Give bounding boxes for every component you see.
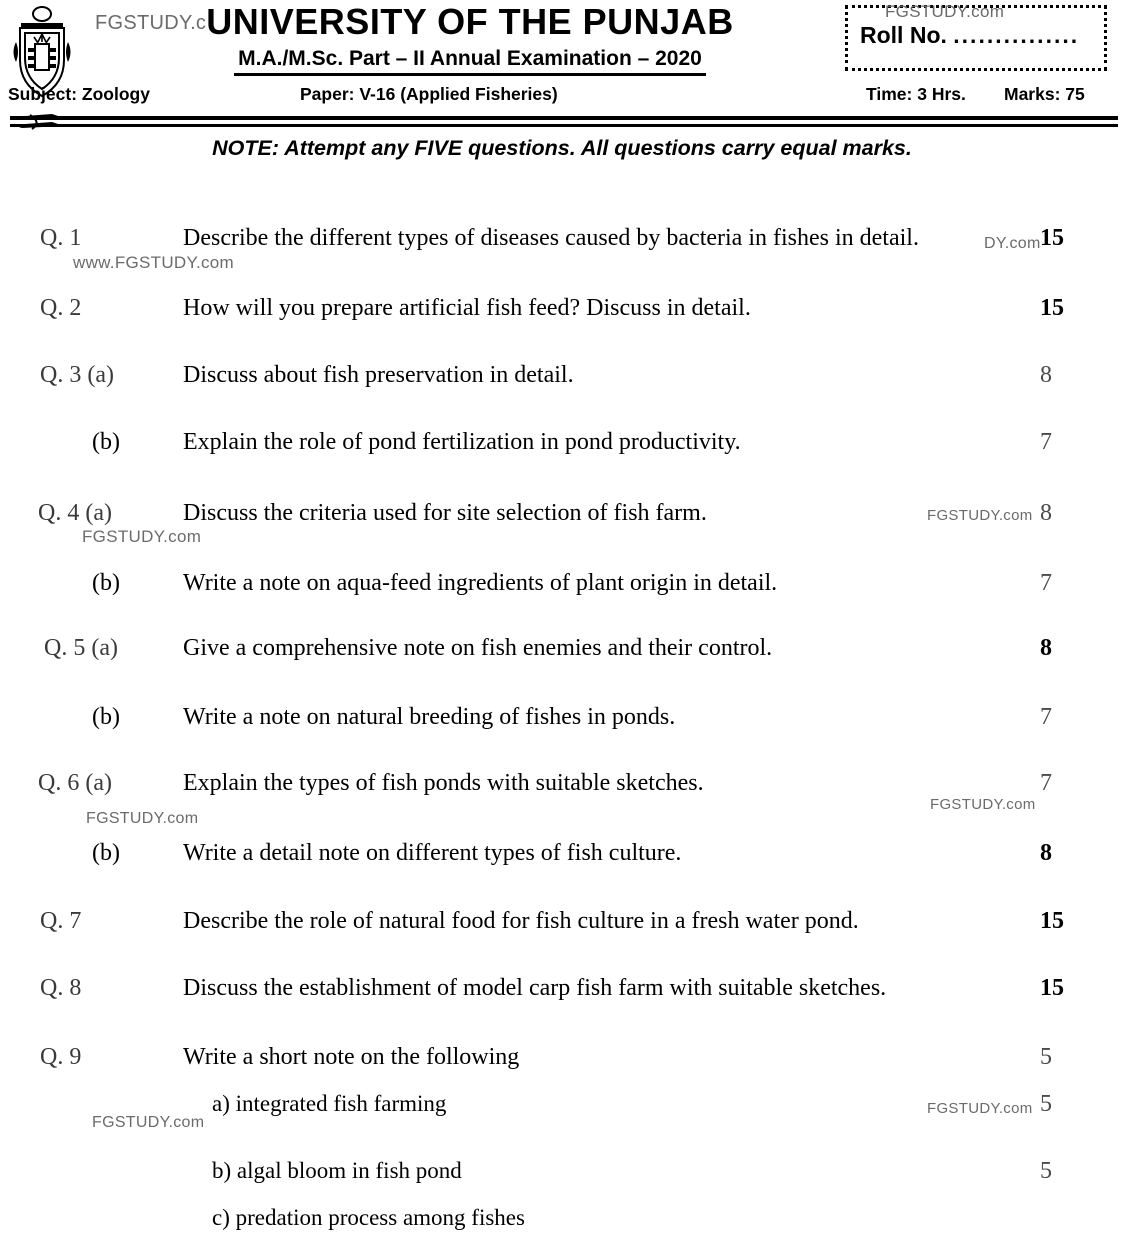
divider-ornament-icon [12,113,68,131]
university-title: UNIVERSITY OF THE PUNJAB [206,1,734,42]
question-subitem-text: a) integrated fish farming [212,1091,447,1116]
total-marks-label: Marks: 75 [1004,84,1085,104]
question-text: Explain the types of fish ponds with suitable sketches. [183,770,704,796]
time-label: Time: 3 Hrs. [866,84,966,104]
question-marks: 7 [1040,704,1052,730]
question-marks: 15 [1040,975,1064,1001]
question-subitem-text: b) algal bloom in fish pond [212,1158,462,1183]
question-marks: 5 [1040,1158,1052,1184]
subject-label: Subject: Zoology [8,84,150,104]
divider-thick-line [10,116,1118,120]
watermark: FGSTUDY.com [885,2,1005,21]
question-number: Q. 3 (a) [40,362,114,388]
question-text: Write a note on natural breeding of fishes in ponds. [183,704,676,730]
watermark: FGSTUDY.com [930,796,1036,813]
question-marks: 15 [1040,908,1064,934]
watermark: DY.com [984,235,1041,252]
question-number: Q. 1 [40,225,82,251]
question-subitem-text: c) predation process among fishes [212,1205,525,1230]
question-text: Discuss about fish preservation in detail. [183,362,574,388]
question-marks: 8 [1040,840,1052,866]
watermark: FGSTUDY.com [82,527,202,546]
watermark: www.FGSTUDY.com [73,253,234,272]
paper-label: Paper: V-16 (Applied Fisheries) [300,84,558,104]
watermark: FGSTUDY.com [927,1100,1033,1117]
question-text: Explain the role of pond fertilization in pond productivity. [183,429,741,455]
question-marks: 7 [1040,770,1052,796]
question-number: (b) [92,704,120,730]
question-text: Write a detail note on different types of fish culture. [183,840,682,866]
roll-no-field[interactable] [860,22,1079,49]
watermark: FGSTUDY.com [927,507,1033,524]
subject-row [0,84,1124,110]
question-number: Q. 8 [40,975,82,1001]
watermark: FGSTUDY.c [95,12,207,34]
roll-no-dots: ............... [953,22,1080,48]
question-text: How will you prepare artificial fish feed? Discuss in detail. [183,295,751,321]
question-marks: 8 [1040,635,1052,661]
exam-note: NOTE: Attempt any FIVE questions. All questions carry equal marks. [212,136,912,160]
title-block [120,2,820,76]
question-number: Q. 5 (a) [44,635,118,661]
question-text: Describe the role of natural food for fish culture in a fresh water pond. [183,908,859,934]
question-text: Give a comprehensive note on fish enemies and their control. [183,635,773,661]
question-number: (b) [92,840,120,866]
question-marks: 7 [1040,570,1052,596]
question-number: (b) [92,429,120,455]
question-marks: 7 [1040,429,1052,455]
exam-line: M.A./M.Sc. Part – II Annual Examination – 2020 [234,46,706,76]
roll-no-label: Roll No. [860,22,947,48]
header-divider [0,112,1124,134]
question-number: (b) [92,570,120,596]
question-marks: 8 [1040,362,1052,388]
question-text: Discuss the criteria used for site selection of fish farm. [183,500,707,526]
question-marks: 15 [1040,295,1064,321]
question-text: Describe the different types of diseases caused by bacteria in fishes in detail. [183,225,919,251]
watermark: FGSTUDY.com [92,1114,205,1131]
question-number: Q. 6 (a) [38,770,112,796]
question-marks: 5 [1040,1091,1052,1117]
question-text: Write a note on aqua-feed ingredients of plant origin in detail. [183,570,778,596]
question-number: Q. 2 [40,295,82,321]
watermark: FGSTUDY.com [86,810,199,827]
question-text: Write a short note on the following [183,1044,520,1070]
question-number: Q. 9 [40,1044,82,1070]
question-number: Q. 7 [40,908,82,934]
divider-thin-line [10,124,1118,127]
question-text: Discuss the establishment of model carp fish farm with suitable sketches. [183,975,887,1001]
question-marks: 5 [1040,1044,1052,1070]
question-number: Q. 4 (a) [38,500,112,526]
question-marks: 8 [1040,500,1052,526]
question-marks: 15 [1040,225,1064,251]
